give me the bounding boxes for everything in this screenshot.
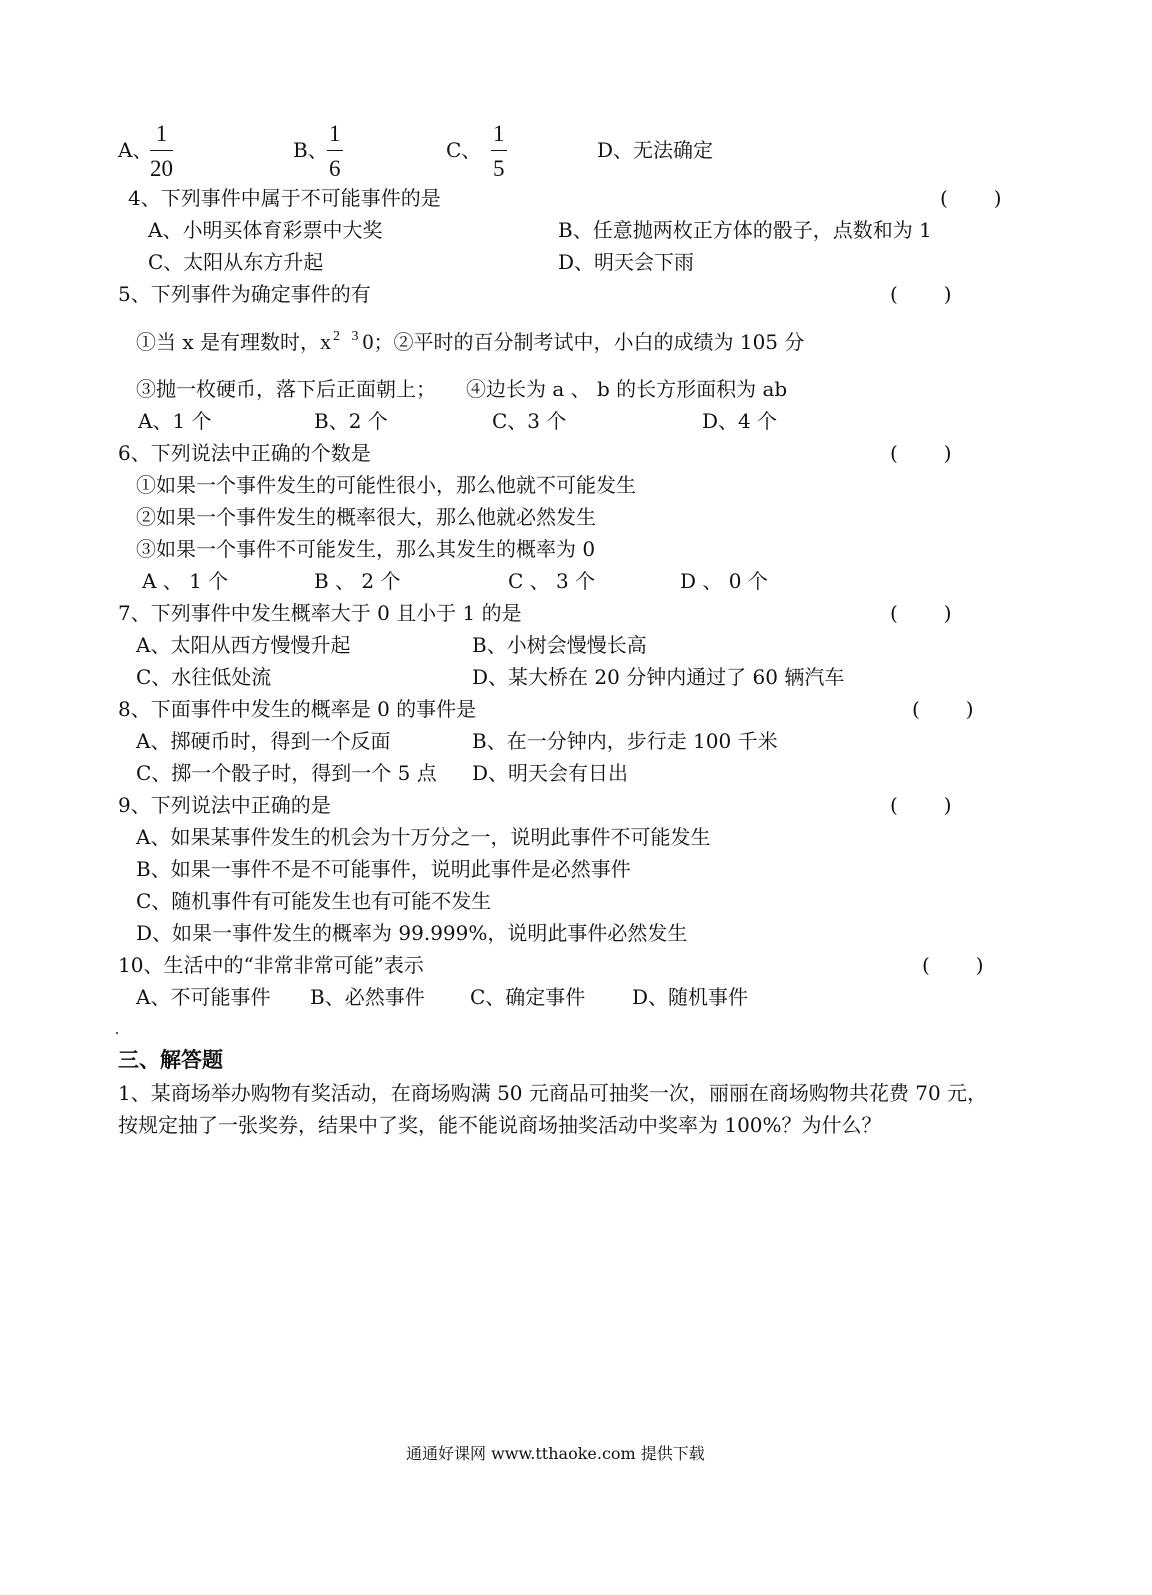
section-heading: 三、解答题: [118, 1048, 223, 1072]
q6-option-d: D 、 0 个: [680, 569, 768, 593]
problem-1-line-1: 1、某商场举办购物有奖活动，在商场购满 50 元商品可抽奖一次，丽丽在商场购物共花费 70 元，: [118, 1081, 988, 1105]
q3-option-a-label: A、: [118, 138, 153, 162]
q5-math-superscript: 2 3: [333, 329, 363, 344]
q3-option-a-fraction: [150, 122, 173, 180]
q6-option-a: A 、 1 个: [142, 569, 229, 593]
q9-option-d: D、如果一事件发生的概率为 99.999%，说明此事件必然发生: [136, 921, 688, 945]
q7-option-c: C、水往低处流: [136, 665, 272, 689]
scan-speck: [116, 1032, 118, 1034]
q10-option-d: D、随机事件: [632, 985, 749, 1009]
q8-stem: 8、下面事件中发生的概率是 0 的事件是: [118, 697, 477, 721]
problem-1-line-2: 按规定抽了一张奖券，结果中了奖，能不能说商场抽奖活动中奖率为 100%？为什么？: [118, 1113, 882, 1137]
q3-option-c-numerator: 1: [493, 121, 505, 146]
q6-statement-3: ③如果一个事件不可能发生，那么其发生的概率为 0: [136, 537, 596, 561]
q6-option-c: C 、 3 个: [508, 569, 596, 593]
q7-option-b: B、小树会慢慢长高: [472, 633, 647, 657]
q5-math-zero: 0: [362, 329, 374, 354]
q5-option-c: C、3 个: [492, 409, 567, 433]
q3-option-b-numerator: 1: [329, 121, 341, 146]
q4-stem: 4、下列事件中属于不可能事件的是: [128, 186, 441, 210]
q9-option-b: B、如果一事件不是不可能事件，说明此事件是必然事件: [136, 857, 631, 881]
q3-option-b-denominator: 6: [329, 156, 341, 181]
q8-answer-blank: ( ): [912, 697, 976, 721]
q3-option-a-denominator: 20: [150, 156, 173, 181]
q7-stem: 7、下列事件中发生概率大于 0 且小于 1 的是: [118, 601, 522, 625]
q6-statement-2: ②如果一个事件发生的概率很大，那么他就必然发生: [136, 505, 596, 529]
q10-option-a: A、不可能事件: [136, 985, 271, 1009]
q3-option-c-denominator: 5: [493, 156, 505, 181]
q6-stem: 6、下列说法中正确的个数是: [118, 441, 371, 465]
q8-option-b: B、在一分钟内，步行走 100 千米: [472, 729, 778, 753]
q10-option-b: B、必然事件: [310, 985, 425, 1009]
q7-option-a: A、太阳从西方慢慢升起: [136, 633, 351, 657]
q3-option-b-label: B、: [293, 138, 328, 162]
q4-option-d: D、明天会下雨: [558, 250, 695, 274]
q8-option-d: D、明天会有日出: [472, 761, 629, 785]
q3-option-c-fraction: [491, 122, 507, 180]
q6-option-b: B 、 2 个: [314, 569, 401, 593]
q5-stem: 5、下列事件为确定事件的有: [118, 282, 371, 306]
q3-option-c-label: C、: [446, 138, 482, 162]
page-footer: 通通好课网 www.tthaoke.com 提供下载: [406, 1444, 705, 1463]
q6-statement-1: ①如果一个事件发生的可能性很小，那么他就不可能发生: [136, 473, 636, 497]
q4-answer-blank: ( ): [940, 186, 1004, 210]
q9-option-a: A、如果某事件发生的机会为十万分之一，说明此事件不可能发生: [136, 825, 711, 849]
q5-statement-1: [136, 331, 804, 353]
q10-answer-blank: ( ): [922, 953, 986, 977]
q8-option-a: A、掷硬币时，得到一个反面: [136, 729, 391, 753]
q8-option-c: C、掷一个骰子时，得到一个 5 点: [136, 761, 437, 785]
q3-option-b-fraction: [327, 122, 343, 180]
q5-math-variable: x: [320, 329, 331, 354]
q5-statement-1-pre: ①当 x 是有理数时，: [136, 330, 320, 354]
q3-option-a-numerator: 1: [155, 121, 168, 146]
q4-option-a: A、小明买体育彩票中大奖: [148, 218, 383, 242]
q5-answer-blank: ( ): [890, 282, 954, 306]
q5-option-a: A、1 个: [138, 409, 212, 433]
q9-option-c: C、随机事件有可能发生也有可能不发生: [136, 889, 492, 913]
q6-answer-blank: ( ): [890, 441, 954, 465]
q4-option-c: C、太阳从东方升起: [148, 250, 324, 274]
q5-option-b: B、2 个: [314, 409, 388, 433]
q5-statement-2: ③抛一枚硬币，落下后正面朝上； ④边长为 a 、 b 的长方形面积为 ab: [136, 377, 788, 401]
q9-stem: 9、下列说法中正确的是: [118, 793, 331, 817]
q7-answer-blank: ( ): [890, 601, 954, 625]
q3-option-d: D、无法确定: [597, 138, 714, 162]
q5-statement-1-post: ；②平时的百分制考试中，小白的成绩为 105 分: [373, 330, 805, 354]
q4-option-b: B、任意抛两枚正方体的骰子，点数和为 1: [558, 218, 932, 242]
q7-option-d: D、某大桥在 20 分钟内通过了 60 辆汽车: [472, 665, 845, 689]
q5-option-d: D、4 个: [702, 409, 778, 433]
q10-option-c: C、确定事件: [470, 985, 586, 1009]
q9-answer-blank: ( ): [890, 793, 954, 817]
q10-stem: 10、生活中的“非常非常可能”表示: [118, 953, 424, 977]
